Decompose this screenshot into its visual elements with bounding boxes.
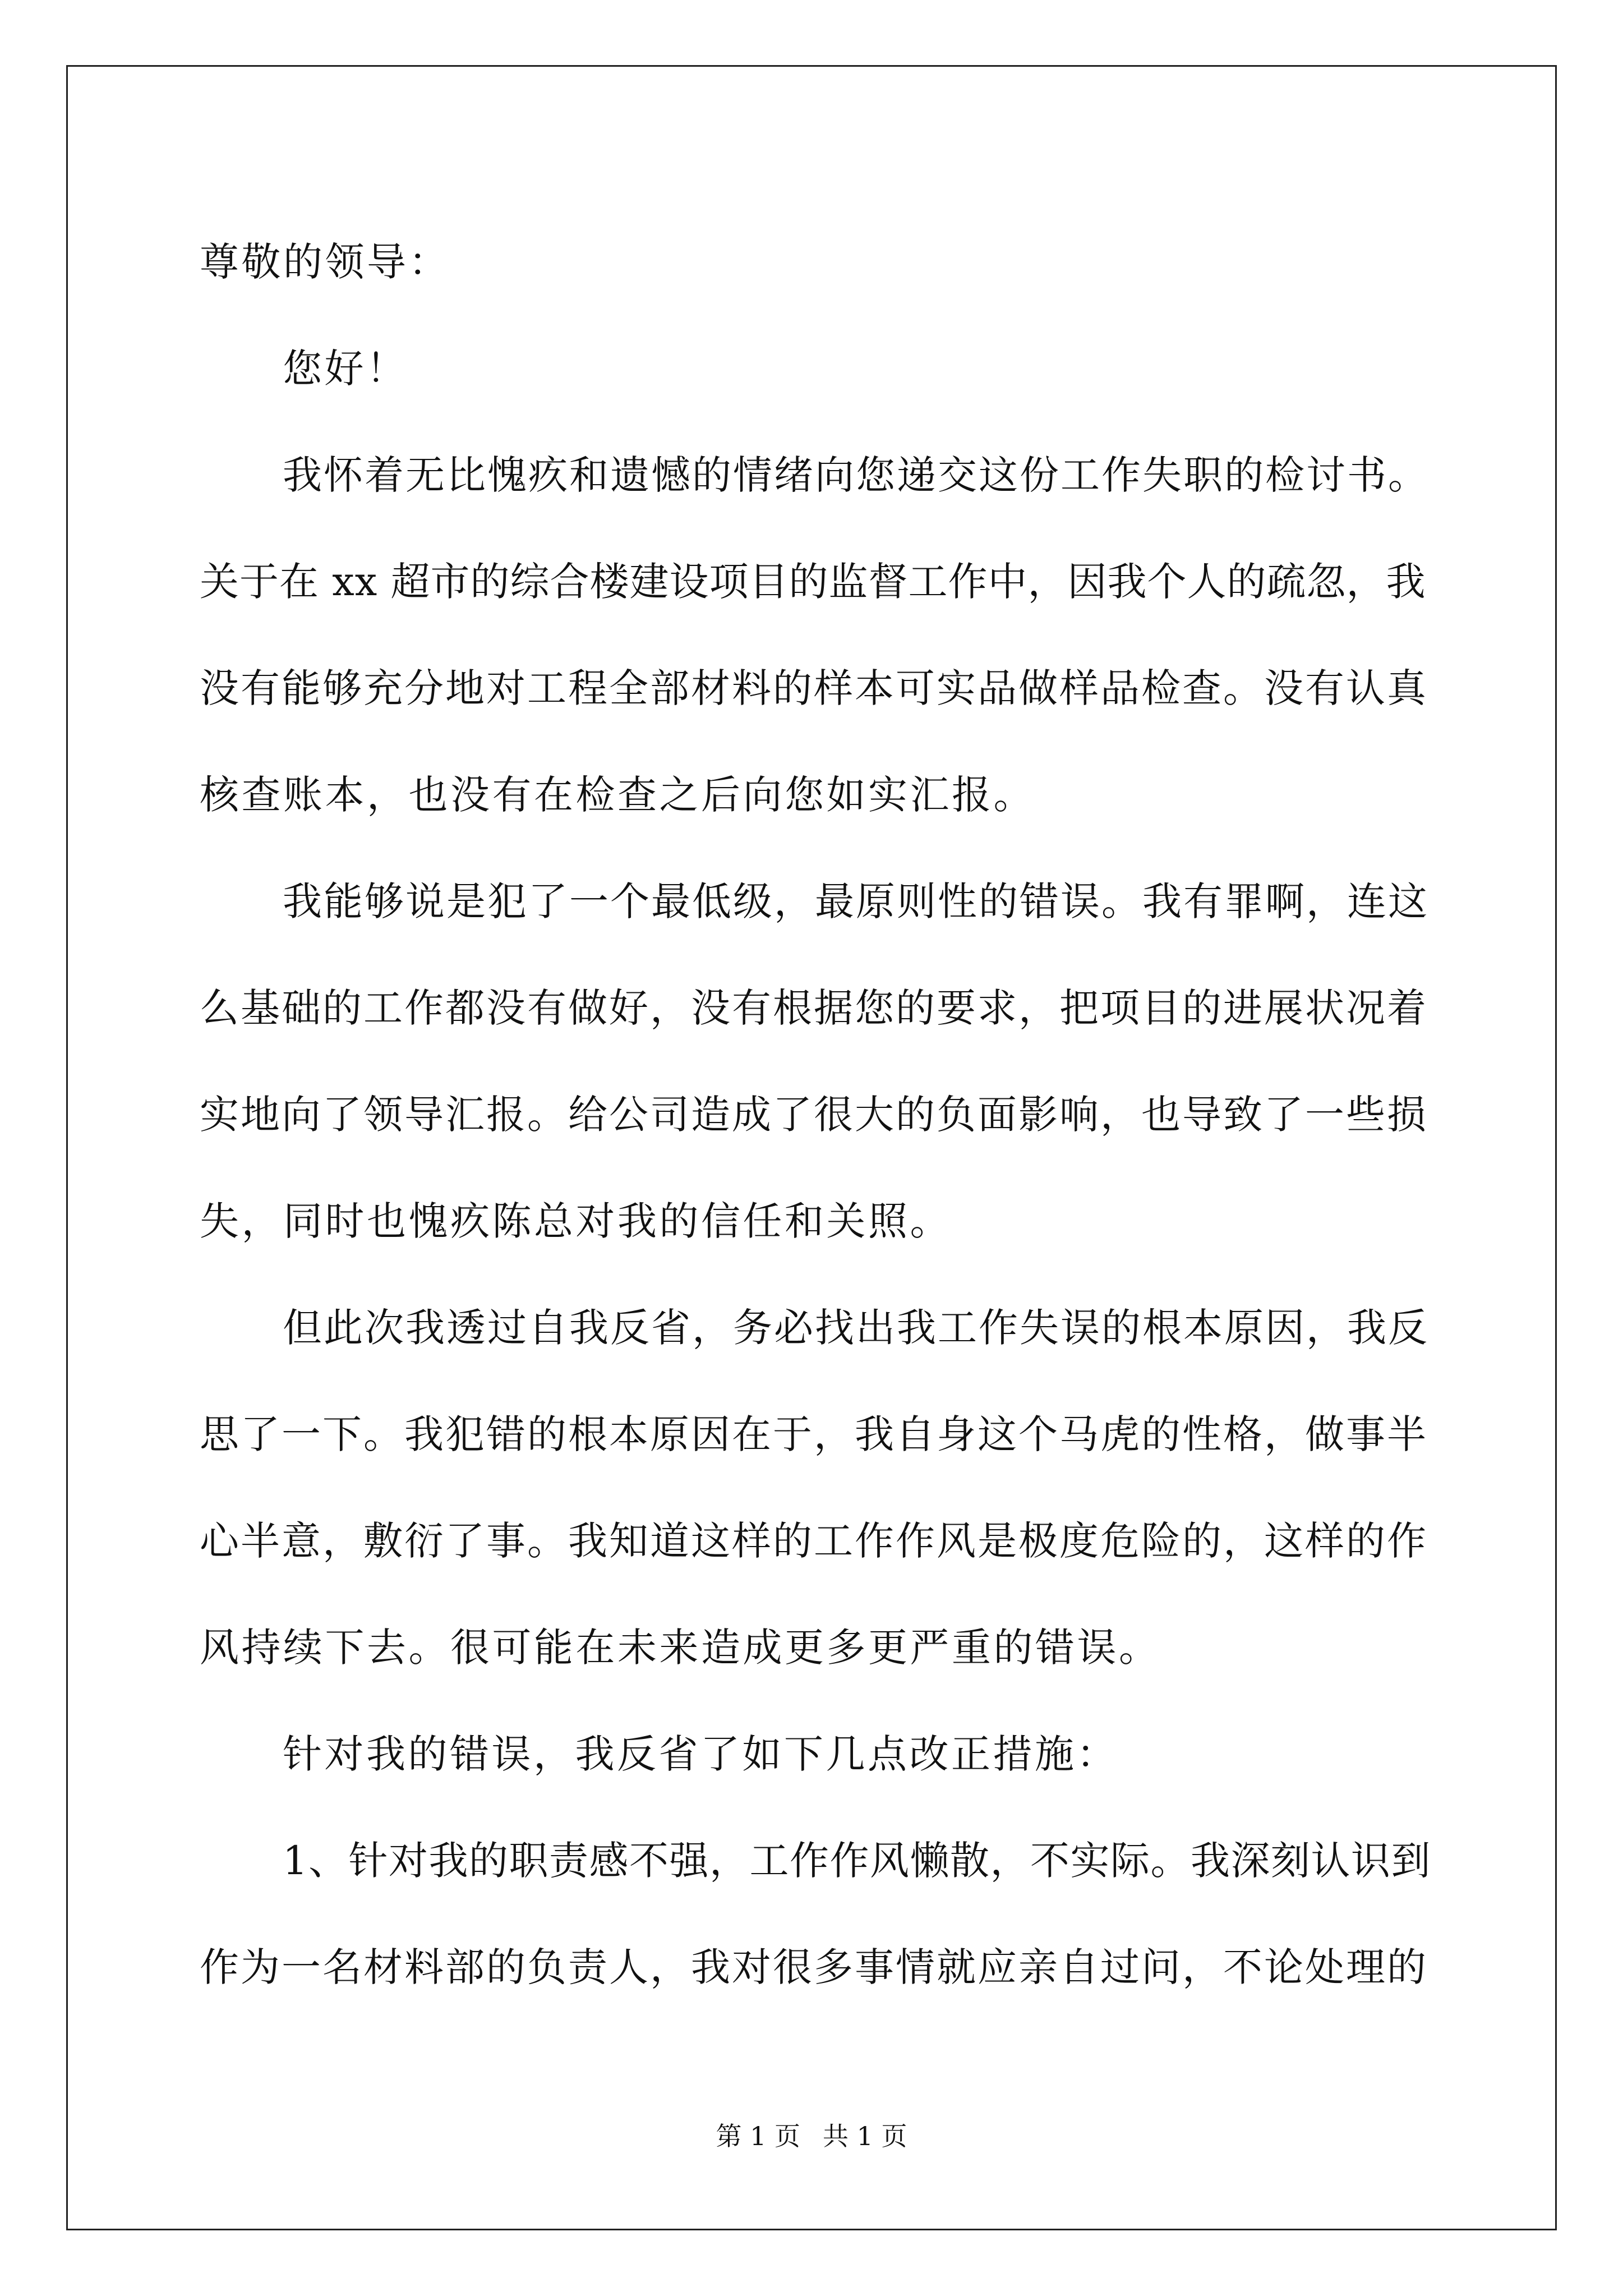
text-line: 作为一名材料部的负责人，我对很多事情就应亲自过问，不论处理的 (200, 1944, 1428, 1990)
text-line: 我能够说是犯了一个最低级，最原则性的错误。我有罪啊，连这 (283, 878, 1429, 924)
letter-body (200, 209, 1431, 2021)
text-line: 失，同时也愧疚陈总对我的信任和关照。 (200, 1198, 952, 1244)
greeting-line: 您好！ (283, 346, 408, 392)
text-line: 么基础的工作都没有做好，没有根据您的要求，把项目的进展状况着 (200, 985, 1428, 1031)
page-footer (0, 2119, 1623, 2153)
text-line: 但此次我透过自我反省，务必找出我工作失误的根本原因，我反 (283, 1305, 1429, 1351)
text-line: 风持续下去。很可能在未来造成更多更严重的错误。 (200, 1625, 1161, 1671)
page-number: 第 1 页 (716, 2121, 800, 2151)
page-total: 共 1 页 (823, 2121, 907, 2151)
salutation-line: 尊敬的领导： (200, 239, 450, 285)
text-line: 我怀着无比愧疚和遗憾的情绪向您递交这份工作失职的检讨书。 (283, 452, 1429, 498)
text-line: 针对我的错误，我反省了如下几点改正措施： (283, 1731, 1118, 1777)
text-line: 实地向了领导汇报。给公司造成了很大的负面影响，也导致了一些损 (200, 1092, 1428, 1138)
text-line: 1、针对我的职责感不强，工作作风懒散，不实际。我深刻认识到 (283, 1838, 1432, 1884)
text-line: 思了一下。我犯错的根本原因在于，我自身这个马虎的性格，做事半 (200, 1411, 1428, 1457)
text-line: 心半意，敷衍了事。我知道这样的工作作风是极度危险的，这样的作 (200, 1518, 1428, 1564)
text-line: 关于在 xx 超市的综合楼建设项目的监督工作中，因我个人的疏忽，我 (200, 559, 1426, 605)
text-line: 核查账本，也没有在检查之后向您如实汇报。 (200, 772, 1035, 818)
text-line: 没有能够充分地对工程全部材料的样本可实品做样品检查。没有认真 (200, 665, 1428, 711)
